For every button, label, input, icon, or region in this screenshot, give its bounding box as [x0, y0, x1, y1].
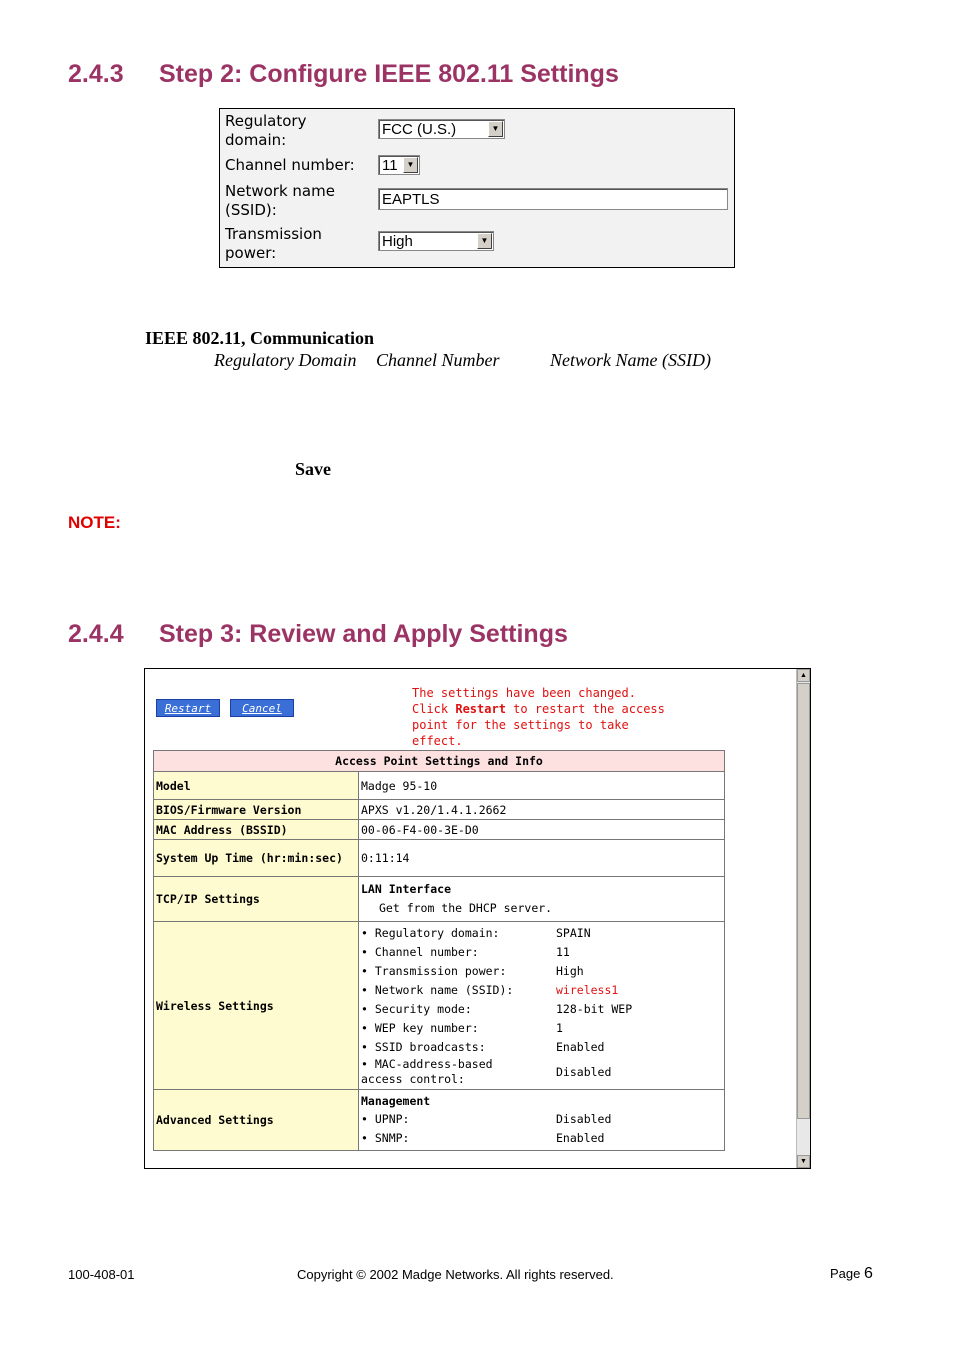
settings-changed-message — [412, 685, 732, 749]
scroll-up-icon[interactable]: ▲ — [797, 669, 810, 682]
setting-key: • Regulatory domain: — [361, 926, 500, 940]
dhcp-text: Get from the DHCP server. — [379, 900, 553, 915]
message-line: point for the settings to take — [412, 718, 629, 732]
uptime-value: 0:11:14 — [359, 840, 725, 877]
list-item — [361, 1110, 722, 1129]
setting-value: 11 — [556, 945, 570, 959]
table-row — [154, 820, 725, 840]
wireless-key: Wireless Settings — [154, 922, 359, 1090]
channel-number-select[interactable] — [378, 155, 420, 175]
list-item — [361, 1129, 722, 1148]
advanced-settings-list — [361, 1110, 722, 1148]
regulatory-domain-select[interactable] — [378, 119, 505, 139]
setting-key: • UPNP: — [361, 1112, 410, 1126]
setting-key: • SSID broadcasts: — [361, 1040, 486, 1054]
transmission-power-select[interactable] — [378, 231, 494, 251]
list-item: • MAC-address-based access control: Disabled — [361, 1057, 612, 1086]
table-title: Access Point Settings and Info — [154, 751, 725, 772]
list-item — [361, 1038, 722, 1057]
lan-interface-heading: LAN Interface — [361, 881, 452, 896]
mac-key: MAC Address (BSSID) — [154, 820, 359, 840]
section-title: Step 2: Configure IEEE 802.11 Settings — [159, 60, 619, 88]
channel-number-term: Channel Number — [376, 350, 500, 370]
list-item — [361, 924, 722, 943]
setting-value: Enabled — [556, 1040, 605, 1054]
page-number: Page 6 — [830, 1265, 873, 1282]
bios-key: BIOS/Firmware Version — [154, 800, 359, 820]
document-id: 100-408-01 — [68, 1267, 135, 1282]
setting-key: • Security mode: — [361, 1002, 472, 1016]
message-line: effect. — [412, 734, 463, 748]
scroll-down-icon[interactable]: ▼ — [797, 1155, 810, 1168]
model-key: Model — [154, 772, 359, 800]
setting-key: • Transmission power: — [361, 964, 507, 978]
mac-acl-value: Disabled — [556, 1064, 612, 1079]
ieee-settings-form — [219, 108, 735, 268]
tcpip-key: TCP/IP Settings — [154, 877, 359, 922]
setting-key: • Channel number: — [361, 945, 479, 959]
ssid-input[interactable]: EAPTLS — [378, 188, 728, 210]
section-title: Step 3: Review and Apply Settings — [159, 620, 568, 648]
list-item — [361, 962, 722, 981]
setting-value: Enabled — [556, 1131, 605, 1145]
regulatory-domain-label: Regulatory domain: — [225, 112, 307, 149]
message-line: Click Restart to restart the access — [412, 702, 665, 716]
ieee-communication-heading: IEEE 802.11, Communication — [145, 328, 375, 348]
setting-key: • Network name (SSID): — [361, 983, 514, 997]
table-row — [154, 800, 725, 820]
setting-value: wireless1 — [556, 983, 619, 997]
list-item — [361, 1019, 722, 1038]
note-label: NOTE: — [68, 513, 121, 532]
copyright-text: Copyright © 2002 Madge Networks. All rights reserved. — [297, 1267, 614, 1282]
table-row — [154, 840, 725, 877]
list-item — [361, 943, 722, 962]
restart-button[interactable]: Restart — [156, 699, 220, 717]
regulatory-domain-value: FCC (U.S.) — [382, 121, 457, 138]
management-heading: Management — [361, 1094, 431, 1108]
bios-value: APXS v1.20/1.4.1.2662 — [359, 800, 725, 820]
access-point-info-table — [153, 750, 725, 1151]
review-settings-screenshot — [144, 668, 811, 1169]
advanced-value — [359, 1090, 725, 1151]
advanced-key: Advanced Settings — [154, 1090, 359, 1151]
section-number: 2.4.3 — [68, 60, 124, 88]
channel-number-label: Channel number: — [225, 156, 355, 174]
vertical-scrollbar[interactable] — [796, 669, 810, 1168]
setting-key: • WEP key number: — [361, 1021, 479, 1035]
chevron-down-icon: ▼ — [403, 157, 418, 173]
table-row — [154, 751, 725, 772]
mac-value: 00-06-F4-00-3E-D0 — [359, 820, 725, 840]
section-heading-2-4-4 — [68, 620, 568, 649]
setting-value: Disabled — [556, 1112, 612, 1126]
chevron-down-icon: ▼ — [488, 121, 503, 137]
channel-number-value: 11 — [382, 157, 398, 174]
setting-value: 1 — [556, 1021, 563, 1035]
setting-value: SPAIN — [556, 926, 591, 940]
wireless-settings-list — [361, 924, 722, 1057]
restart-keyword: Restart — [455, 702, 506, 716]
transmission-power-value: High — [382, 233, 413, 250]
chevron-down-icon: ▼ — [477, 233, 492, 249]
section-number: 2.4.4 — [68, 620, 124, 648]
table-row — [154, 1090, 725, 1151]
regulatory-domain-term: Regulatory Domain — [214, 350, 357, 370]
wireless-value — [359, 922, 725, 1090]
tcpip-value — [359, 877, 725, 922]
message-line: The settings have been changed. — [412, 686, 636, 700]
network-name-term: Network Name (SSID) — [550, 350, 711, 370]
cancel-button[interactable]: Cancel — [230, 699, 294, 717]
list-item — [361, 1000, 722, 1019]
section-heading-2-4-3 — [68, 60, 619, 89]
table-row — [154, 877, 725, 922]
transmission-power-label: Transmission power: — [225, 225, 322, 262]
save-term: Save — [295, 459, 331, 479]
uptime-key: System Up Time (hr:min:sec) — [154, 840, 359, 877]
setting-value: 128-bit WEP — [556, 1002, 633, 1016]
table-row — [154, 922, 725, 1090]
setting-value: High — [556, 964, 584, 978]
list-item — [361, 981, 722, 1000]
model-value: Madge 95-10 — [359, 772, 725, 800]
setting-key: • SNMP: — [361, 1131, 410, 1145]
ssid-label: Network name (SSID): — [225, 182, 335, 219]
table-row — [154, 772, 725, 800]
scroll-thumb[interactable] — [797, 683, 810, 1119]
